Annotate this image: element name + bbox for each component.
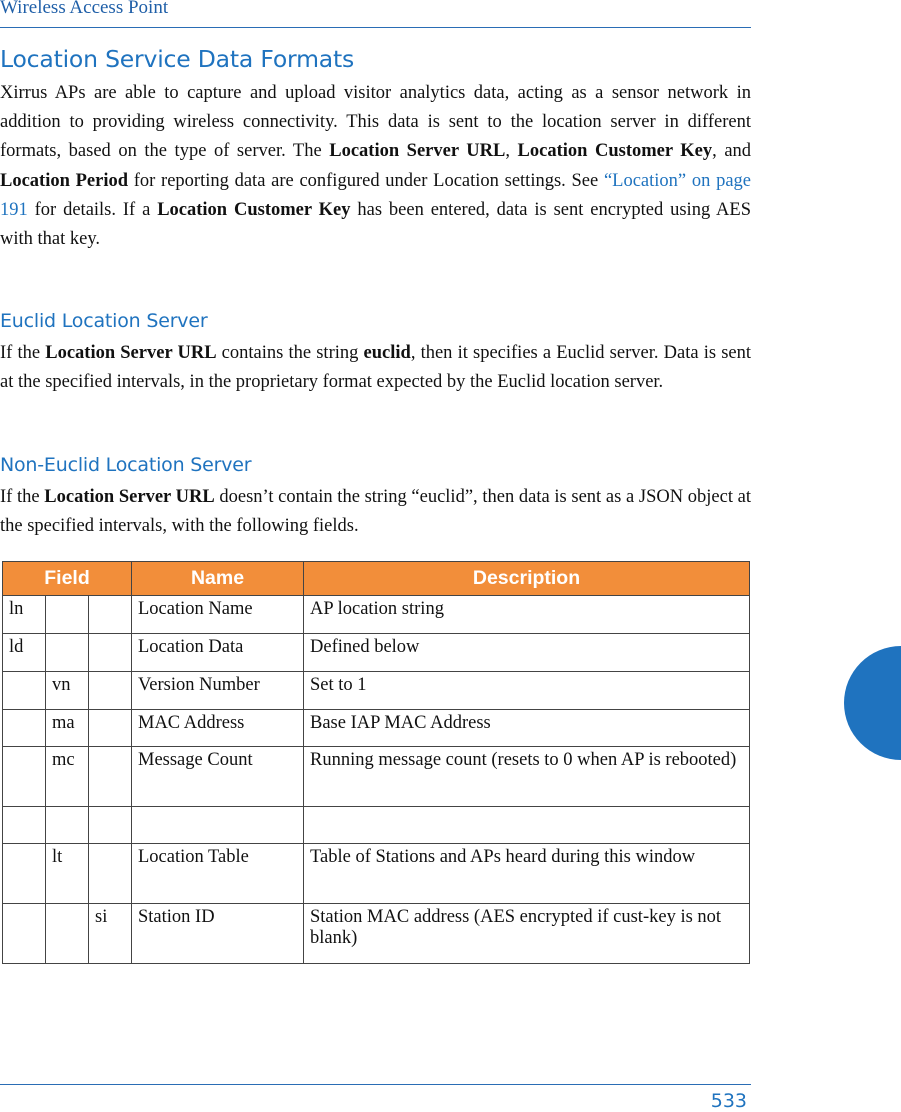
- intro-bold-location-period: Location Period: [0, 170, 129, 191]
- table-row: [3, 844, 750, 904]
- euclid-bold-server-url: Location Server URL: [45, 343, 217, 363]
- intro-text-6: has been entered, data is sent encrypted using AES with that key.: [0, 199, 752, 250]
- field-description: Set to 1: [304, 672, 750, 710]
- field-description: Base IAP MAC Address: [304, 710, 750, 747]
- footer-rule: [0, 1084, 751, 1085]
- intro-bold-server-url: Location Server URL: [329, 141, 506, 162]
- non-euclid-bold-server-url: Location Server URL: [44, 487, 215, 507]
- page-number: 533: [710, 1090, 747, 1112]
- euclid-bold-euclid: euclid: [363, 343, 411, 363]
- field-level-3: [89, 807, 132, 844]
- field-description: Table of Stations and APs heard during this window: [304, 844, 750, 904]
- euclid-text-3: , then it specifies a Euclid server. Data is sent at the specified intervals, in the proprietary format expected by the Euclid location server.: [0, 343, 751, 393]
- non-euclid-text-2: doesn’t contain the string “euclid”, then data is sent as a JSON object at the specified intervals, with the following fields.: [0, 487, 751, 537]
- field-level-1: [3, 747, 46, 807]
- non-euclid-text-1: If the: [0, 487, 45, 507]
- field-name: Station ID: [132, 904, 304, 964]
- field-name: Version Number: [132, 672, 304, 710]
- intro-text-2: ,: [505, 141, 518, 162]
- intro-paragraph: [0, 79, 751, 254]
- field-level-2: [46, 807, 89, 844]
- field-level-1: ld: [3, 634, 46, 672]
- table-header-row: [3, 562, 750, 596]
- table-row: [3, 807, 750, 844]
- table-row: [3, 634, 750, 672]
- intro-bold-customer-key: Location Customer Key: [517, 141, 713, 162]
- field-name: Location Table: [132, 844, 304, 904]
- field-description: Defined below: [304, 634, 750, 672]
- field-name: Message Count: [132, 747, 304, 807]
- location-page-link[interactable]: “Location” on page 191: [0, 170, 752, 220]
- field-description: Running message count (resets to 0 when AP is rebooted): [304, 747, 750, 807]
- field-level-1: ln: [3, 596, 46, 634]
- field-level-2: [46, 596, 89, 634]
- field-level-3: [89, 672, 132, 710]
- euclid-text-2: contains the string: [216, 343, 364, 363]
- field-level-2: [46, 904, 89, 964]
- field-name: Location Name: [132, 596, 304, 634]
- field-column-header: Field: [3, 562, 132, 596]
- field-description: Station MAC address (AES encrypted if cust-key is not blank): [304, 904, 750, 964]
- non-euclid-paragraph: [0, 483, 751, 541]
- field-level-3: si: [89, 904, 132, 964]
- euclid-heading: Euclid Location Server: [0, 310, 208, 332]
- chapter-tab-marker: [844, 646, 901, 760]
- section-title: Location Service Data Formats: [0, 45, 355, 73]
- field-level-2: vn: [46, 672, 89, 710]
- field-level-1: [3, 844, 46, 904]
- description-column-header: Description: [304, 562, 750, 596]
- table-row: [3, 747, 750, 807]
- running-header-title: Wireless Access Point: [0, 0, 169, 18]
- field-level-1: [3, 807, 46, 844]
- field-description: AP location string: [304, 596, 750, 634]
- intro-text-1: Xirrus APs are able to capture and upload visitor analytics data, acting as a sensor network in addition to providing wireless connectivity. This data is sent to the location server in different formats, based on the type of server. The: [0, 83, 751, 162]
- json-fields-table: [2, 561, 750, 964]
- field-level-1: [3, 710, 46, 747]
- table-row: [3, 596, 750, 634]
- intro-bold-customer-key-2: Location Customer Key: [157, 199, 351, 220]
- field-level-3: [89, 747, 132, 807]
- field-level-2: ma: [46, 710, 89, 747]
- name-column-header: Name: [132, 562, 304, 596]
- euclid-text-1: If the: [0, 343, 46, 363]
- table-row: [3, 904, 750, 964]
- field-level-3: [89, 710, 132, 747]
- field-level-1: [3, 904, 46, 964]
- intro-text-3: , and: [712, 141, 752, 162]
- non-euclid-heading: Non-Euclid Location Server: [0, 454, 252, 476]
- running-header: [0, 0, 751, 28]
- field-level-3: [89, 844, 132, 904]
- field-level-3: [89, 634, 132, 672]
- table-row: [3, 672, 750, 710]
- field-level-1: [3, 672, 46, 710]
- intro-text-4: for reporting data are configured under Location settings. See: [128, 170, 604, 191]
- field-level-3: [89, 596, 132, 634]
- field-name: MAC Address: [132, 710, 304, 747]
- field-level-2: lt: [46, 844, 89, 904]
- table-row: [3, 710, 750, 747]
- field-description: [304, 807, 750, 844]
- euclid-paragraph: [0, 339, 751, 397]
- field-level-2: [46, 634, 89, 672]
- field-name: [132, 807, 304, 844]
- field-level-2: mc: [46, 747, 89, 807]
- field-name: Location Data: [132, 634, 304, 672]
- intro-text-5: for details. If a: [27, 199, 158, 220]
